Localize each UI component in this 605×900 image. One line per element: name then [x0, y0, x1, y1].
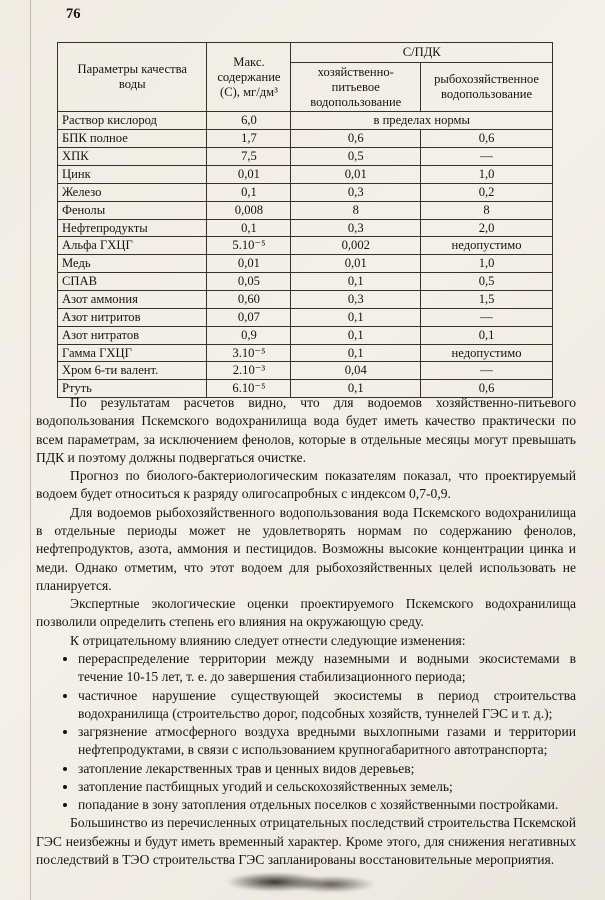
cell-parameter: СПАВ [58, 273, 207, 291]
cell-max-content: 0,1 [207, 183, 291, 201]
bullet-item: • частичное нарушение существующей экосистемы в период строительства водохранилища (строительство дорог, подсобных хозяйств, туннелей ГЭС и т. д.); [78, 687, 576, 724]
cell-parameter: Железо [58, 183, 207, 201]
cell-max-content: 1,7 [207, 130, 291, 148]
paragraph: Для водоемов рыбохозяйственного водопользования вода Пскемского водохранилища в отдельные периоды может не удовлетворять нормам по содержанию фенолов, нефтепродуктов, азота, аммония и пестицидов. Возможны высокие концентрации цинка и меди. Однако отметим, что этот водоем для рыбохозяйственных целей использовать не планируется. [36, 504, 576, 593]
bullet-item: • загрязнение атмосферного воздуха вредными выхлопными газами и территории нефтепродуктами, в связи с использованием крупногабаритного автотранспорта; [78, 723, 576, 760]
table-row [58, 148, 553, 166]
cell-parameter: Гамма ГХЦГ [58, 344, 207, 362]
cell-drinking: 0,1 [291, 380, 421, 398]
table-body [58, 112, 553, 398]
cell-parameter: ХПК [58, 148, 207, 166]
bullet-item: • попадание в зону затопления отдельных поселков с хозяйственными постройками. [78, 796, 576, 814]
cell-fishery: 0,1 [421, 326, 553, 344]
cell-parameter: Хром 6-ти валент. [58, 362, 207, 380]
cell-drinking: 0,3 [291, 219, 421, 237]
cell-max-content: 0,05 [207, 273, 291, 291]
table-row [58, 112, 553, 130]
paragraph: Экспертные экологические оценки проектируемого Пскемского водохранилища позволили определить степень его влияния на окружающую среду. [36, 596, 576, 630]
cell-parameter: БПК полное [58, 130, 207, 148]
cell-drinking: 0,01 [291, 166, 421, 184]
body-text [36, 394, 576, 869]
cell-drinking: 0,01 [291, 255, 421, 273]
paragraph: К отрицательному влиянию следует отнести следующие изменения: [70, 632, 466, 648]
cell-fishery: — [421, 148, 553, 166]
cell-norm-span: в пределах нормы [291, 112, 553, 130]
table-header [58, 43, 553, 112]
cell-max-content: 0,01 [207, 166, 291, 184]
table-row [58, 291, 553, 309]
paragraphs-after [36, 814, 576, 869]
header-param: Параметры качества воды [58, 43, 207, 112]
table-row [58, 237, 553, 255]
table-row [58, 273, 553, 291]
header-spdk: С/ПДК [291, 43, 553, 63]
water-quality-table [57, 42, 553, 398]
cell-drinking: 0,1 [291, 273, 421, 291]
cell-max-content: 0,01 [207, 255, 291, 273]
bullet-list [36, 650, 576, 815]
cell-parameter: Альфа ГХЦГ [58, 237, 207, 255]
cell-max-content: 3.10⁻⁵ [207, 344, 291, 362]
paragraphs-before [36, 394, 576, 650]
cell-drinking: 0,3 [291, 183, 421, 201]
cell-fishery: 0,6 [421, 130, 553, 148]
table-row [58, 130, 553, 148]
cell-fishery: — [421, 308, 553, 326]
cell-max-content: 0,07 [207, 308, 291, 326]
cell-drinking: 0,3 [291, 291, 421, 309]
cell-max-content: 6.10⁻⁵ [207, 380, 291, 398]
cell-max-content: 0,1 [207, 219, 291, 237]
header-fishery-use: рыбохозяйственное водопользование [421, 62, 553, 112]
cell-drinking: 8 [291, 201, 421, 219]
header-max: Макс. содержание (С), мг/дм³ [207, 43, 291, 112]
cell-fishery: 1,5 [421, 291, 553, 309]
bullet-item: • затопление лекарственных трав и ценных видов деревьев; [78, 760, 576, 778]
cell-fishery: 0,5 [421, 273, 553, 291]
cell-fishery: 1,0 [421, 166, 553, 184]
cell-fishery: 2,0 [421, 219, 553, 237]
cell-parameter: Азот нитритов [58, 308, 207, 326]
page-number: 76 [66, 6, 81, 22]
cell-drinking: 0,002 [291, 237, 421, 255]
table-row [58, 166, 553, 184]
cell-parameter: Раствор кислород [58, 112, 207, 130]
table-row [58, 255, 553, 273]
bullet-item: • затопление пастбищных угодий и сельскохозяйственных земель; [78, 778, 576, 796]
cell-fishery: 1,0 [421, 255, 553, 273]
cell-max-content: 0,60 [207, 291, 291, 309]
cell-drinking: 0,1 [291, 326, 421, 344]
cell-parameter: Фенолы [58, 201, 207, 219]
cell-parameter: Ртуть [58, 380, 207, 398]
header-drinking-use: хозяйственно-питьевое водопользование [291, 62, 421, 112]
cell-fishery: 0,2 [421, 183, 553, 201]
paragraph: По результатам расчетов видно, что для водоемов хозяйственно-питьевого водопользования Пскемского водохранилища вода будет иметь качество практически по всем параметрам, за исключением фенолов, которые в отдельные месяцы могут превышать ПДК и поэтому должны подвергаться очистке. [36, 395, 576, 465]
cell-fishery: недопустимо [421, 237, 553, 255]
cell-drinking: 0,1 [291, 344, 421, 362]
table-row [58, 201, 553, 219]
table-row [58, 183, 553, 201]
cell-max-content: 7,5 [207, 148, 291, 166]
paragraph: Прогноз по биолого-бактериологическим показателям показал, что проектируемый водоем будет относиться к разряду олигосапробных с индексом 0,7-0,9. [36, 468, 576, 502]
table-row [58, 308, 553, 326]
cell-max-content: 5.10⁻⁵ [207, 237, 291, 255]
table-row [58, 326, 553, 344]
table-row [58, 344, 553, 362]
cell-max-content: 0,008 [207, 201, 291, 219]
cell-max-content: 2.10⁻³ [207, 362, 291, 380]
cell-parameter: Азот аммония [58, 291, 207, 309]
table-row [58, 362, 553, 380]
cell-fishery: — [421, 362, 553, 380]
cell-drinking: 0,5 [291, 148, 421, 166]
table-row [58, 219, 553, 237]
cell-drinking: 0,04 [291, 362, 421, 380]
cell-drinking: 0,6 [291, 130, 421, 148]
cell-parameter: Нефтепродукты [58, 219, 207, 237]
cell-parameter: Медь [58, 255, 207, 273]
cell-fishery: недопустимо [421, 344, 553, 362]
cell-fishery: 8 [421, 201, 553, 219]
cell-max-content: 0,9 [207, 326, 291, 344]
bullet-item: • перераспределение территории между наземными и водными экосистемами в течение 10-15 лет, т. е. до завершения стабилизационного периода; [78, 650, 576, 687]
cell-fishery: 0,6 [421, 380, 553, 398]
scan-smudge [222, 868, 382, 896]
cell-parameter: Азот нитратов [58, 326, 207, 344]
scan-edge-line [30, 0, 31, 900]
cell-drinking: 0,1 [291, 308, 421, 326]
cell-parameter: Цинк [58, 166, 207, 184]
paragraph: Большинство из перечисленных отрицательных последствий строительства Пскемской ГЭС неизбежны и будут иметь временный характер. Кроме этого, для снижения негативных последствий в ТЭО строительства ГЭС запланированы восстановительные мероприятия. [36, 815, 576, 868]
cell-max-content: 6,0 [207, 112, 291, 130]
